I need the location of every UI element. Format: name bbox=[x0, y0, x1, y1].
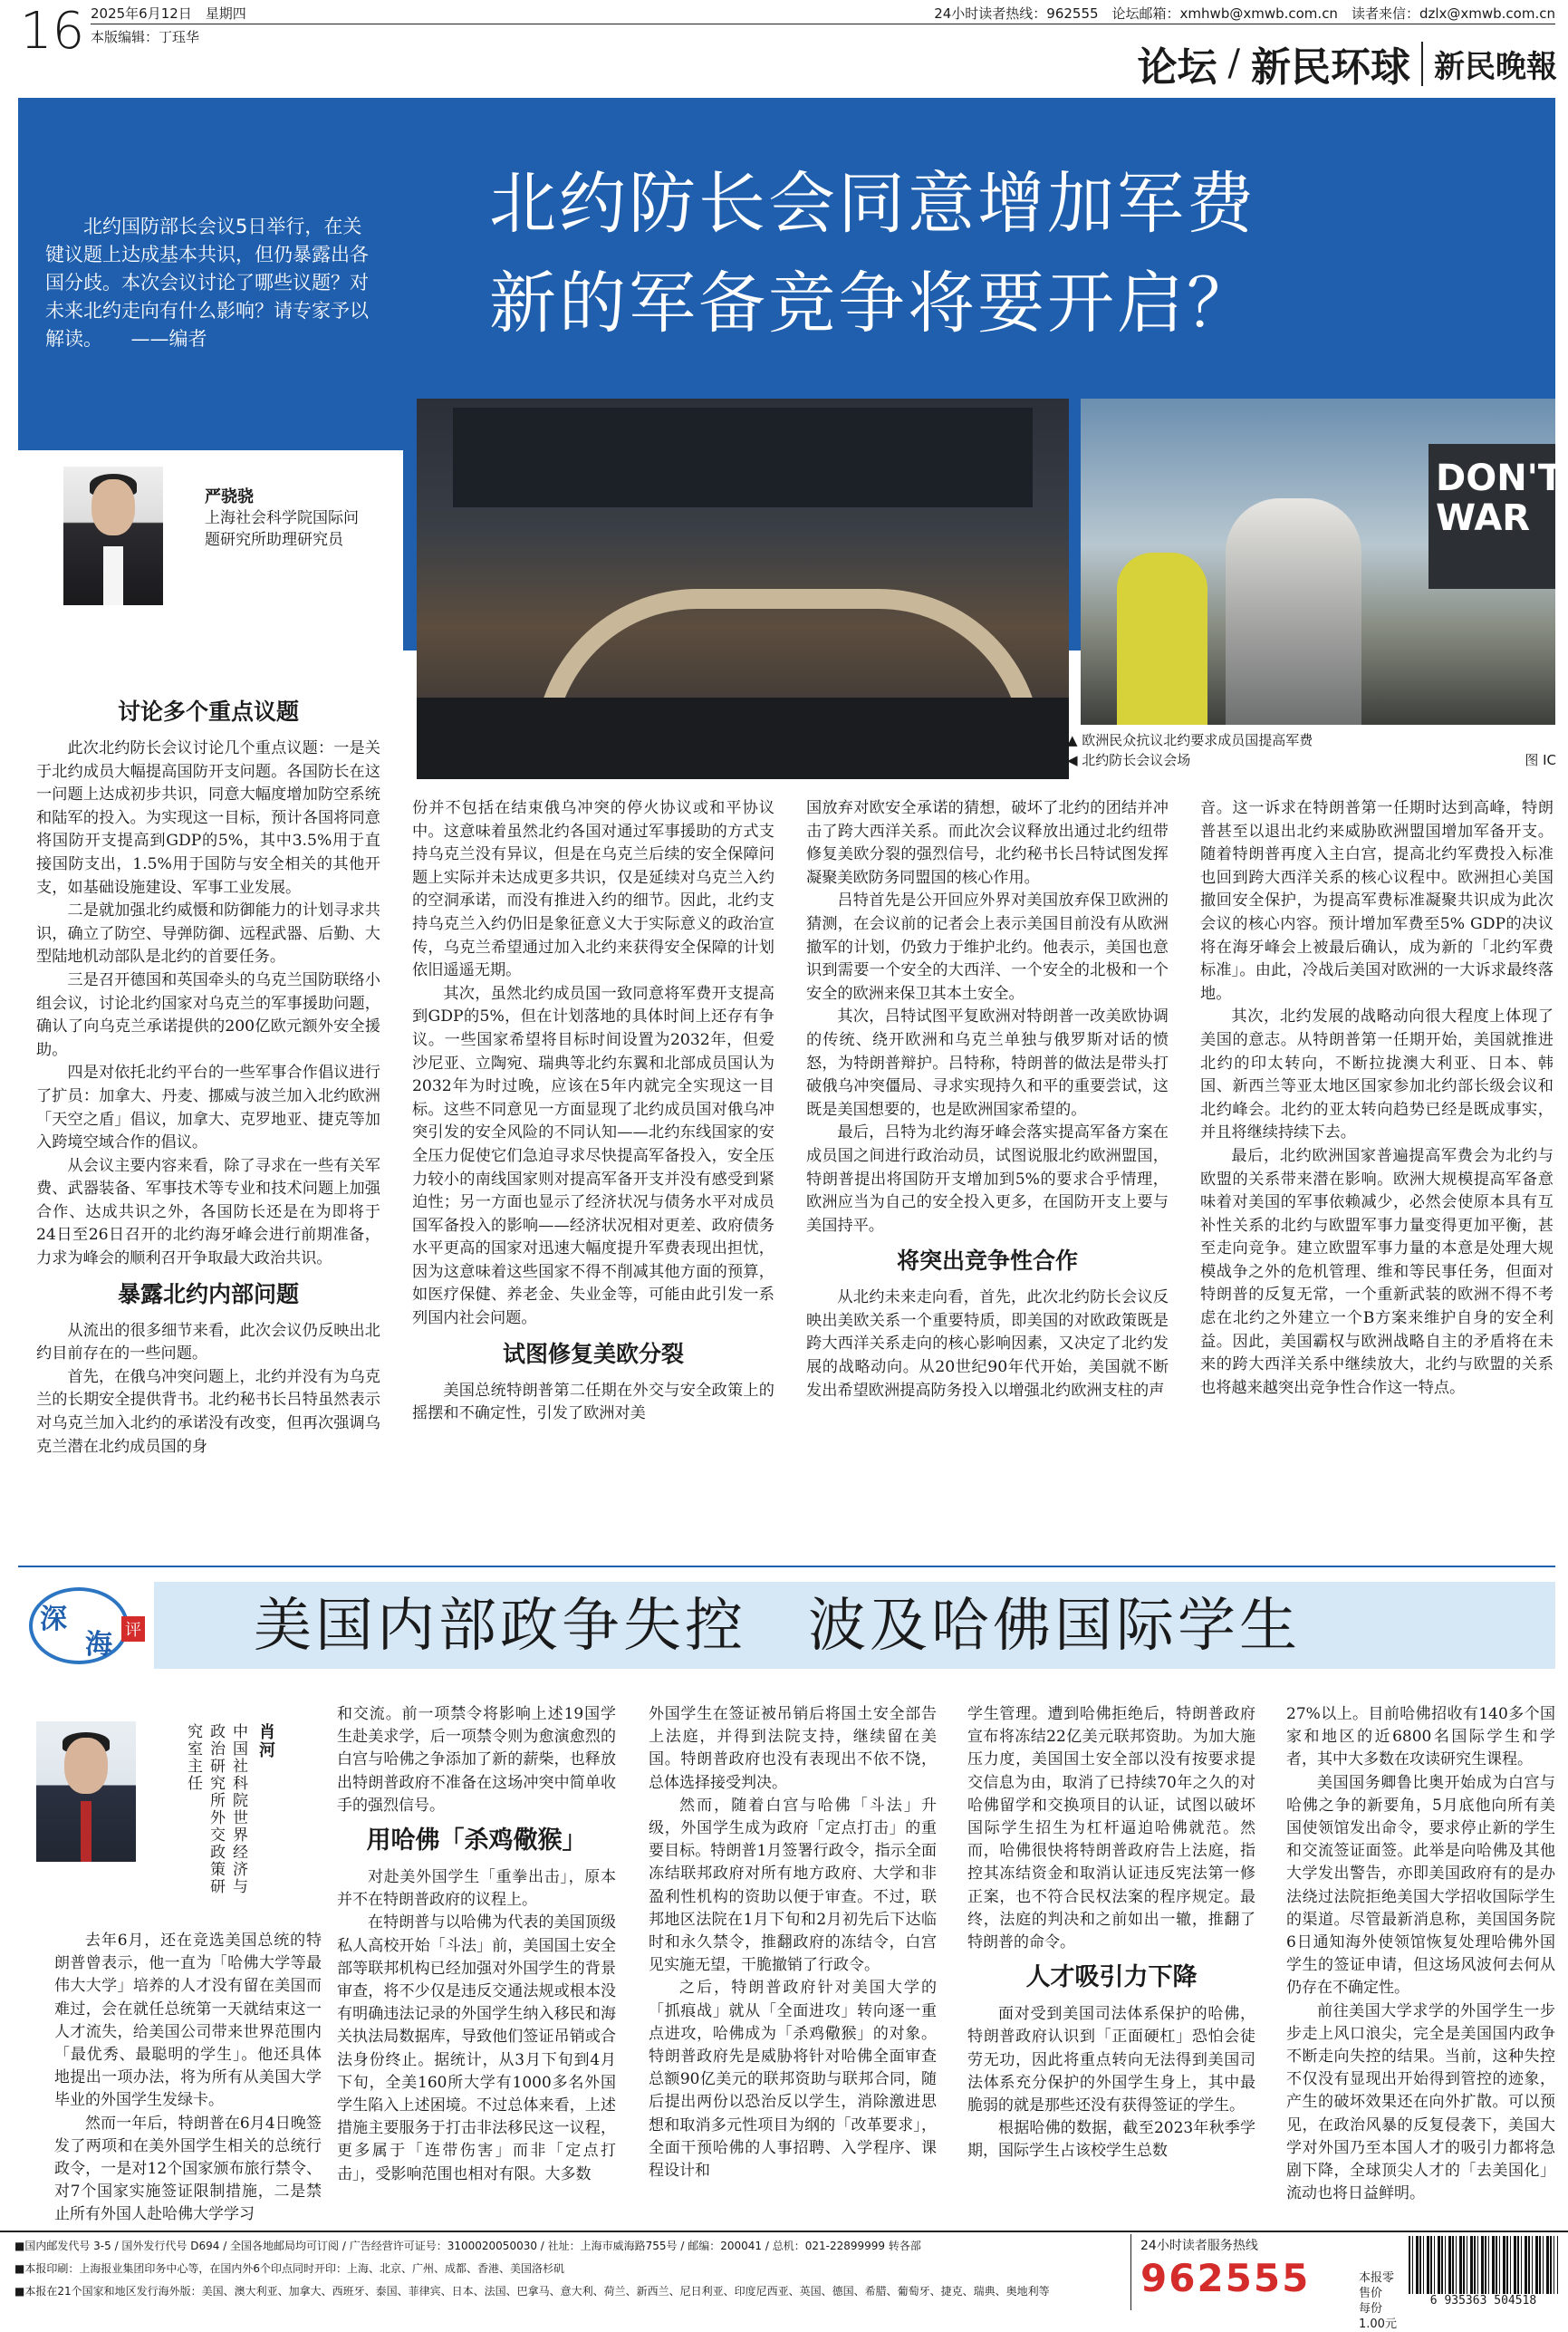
paragraph: 面对受到美国司法体系保护的哈佛，特朗普政府认识到「正面硬杠」恐怕会徒劳无功，因此将重点转向无法得到美国司法体系充分保护的外国学生身上，其中最脆弱的就是那些还没有获得签证的学生。 bbox=[967, 2005, 1255, 2115]
meeting-crowd bbox=[417, 698, 1069, 779]
paragraph: 从北约未来走向看，首先，此次北约防长会议反映出美欧关系一个重要特质，即美国的对欧政策既是跨大西洋关系走向的核心影响因素，又决定了北约发展的战略动向。从20世纪90年代开始，美国就不断发出希望欧洲提高防务投入以增强北约欧洲支柱的声 bbox=[806, 1288, 1169, 1400]
article2-column-3 bbox=[649, 1703, 937, 2183]
column-name: 新民环球 bbox=[1251, 44, 1410, 91]
author-name: 严骁骁 bbox=[205, 487, 254, 506]
editor-line: 本版编辑：丁珏华 bbox=[91, 29, 200, 45]
author-face bbox=[91, 479, 135, 535]
section-title bbox=[1138, 36, 1557, 91]
paper-name: 新民晚報 bbox=[1421, 42, 1557, 86]
logo-char-1: 深 bbox=[40, 1604, 67, 1635]
author-face bbox=[64, 1738, 108, 1794]
barcode bbox=[1409, 2236, 1558, 2310]
author-tie bbox=[81, 1801, 91, 1862]
retail-price bbox=[1359, 2270, 1404, 2332]
article2-column-2 bbox=[337, 1703, 616, 2186]
author-affiliation: 上海社会科学院国际问题研究所助理研究员 bbox=[205, 509, 359, 549]
photo-caption bbox=[1067, 730, 1556, 770]
author-photo bbox=[63, 467, 163, 605]
article1-column-2 bbox=[412, 797, 774, 1426]
paragraph: 然而，随着白宫与哈佛「斗法」升级，外国学生成为政府「定点打击」的重要目标。特朗普1月签署行政令，指示全面冻结联邦政府对所有地方政府、大学和非盈利性机构的资助以便于审查。不过，联邦地区法院在1月下旬和2月初先后下达临时和永久禁令，推翻政府的冻结令，白宫见实施无望，干脆撤销了行政令。 bbox=[649, 1796, 937, 1975]
protester bbox=[1226, 498, 1361, 725]
subheading: 人才吸引力下降 bbox=[1025, 1963, 1198, 1992]
paragraph: 其次，北约发展的战略动向很大程度上体现了美国的意志。从特朗普第一任期开始，美国就推进北约的印太转向，不断拉拢澳大利亚、日本、韩国、新西兰等亚太地区国家参加北约部长级会议和北约峰会。北约的亚太转向趋势已经是既成事实，并且将继续持续下去。 bbox=[1200, 1007, 1554, 1142]
protester-vest bbox=[1117, 553, 1207, 725]
paragraph: 最后，北约欧洲国家普遍提高军费会为北约与欧盟的关系带来潜在影响。欧洲大规模提高军备意味着对美国的军事依赖减少，必然会使原本具有互补性关系的北约与欧盟军事力量变得更加平衡，甚至走向竞争。建立欧盟军事力量的本意是处理大规模战争之外的危机管理、维和等民事任务，但面对特朗普的反复无常，一个重新武装的欧洲不得不考虑在北约之外建立一个B方案来维护自身的安全利益。因此，美国霸权与欧洲战略自主的矛盾将在未来的跨大西洋关系中继续放大，北约与欧盟的关系也将越来越突出竞争性合作这一特点。 bbox=[1200, 1146, 1554, 1397]
section-name: 论坛 bbox=[1137, 44, 1217, 91]
paragraph: 美国总统特朗普第二任期在外交与安全政策上的摇摆和不确定性，引发了欧洲对美 bbox=[412, 1381, 774, 1423]
paragraph: 二是就加强北约威慑和防御能力的计划寻求共识，确立了防空、导弹防御、远程武器、后勤、大型陆地机动部队是北约的首要任务。 bbox=[36, 901, 380, 967]
article2-column-4 bbox=[967, 1703, 1255, 2163]
caption-line-1: ▲ 欧洲民众抗议北约要求成员国提高军费 bbox=[1067, 732, 1313, 748]
article2-headline: 美国内部政争失控 波及哈佛国际学生 bbox=[254, 1593, 1301, 1660]
article2-author-affiliation: 中国社科院世界经济与政治研究所外交政策研究室主任 bbox=[184, 1723, 247, 1895]
article1-headline bbox=[489, 154, 1256, 353]
paragraph: 学生管理。遭到哈佛拒绝后，特朗普政府宣布将冻结22亿美元联邦资助。为加大施压力度，美国国土安全部以没有按要求提交信息为由，取消了已持续70年之久的对哈佛留学和交换项目的认证，试图以破坏国际学生招生为杠杆逼迫哈佛就范。然而，哈佛很快将特朗普政府告上法庭，指控其冻结资金和取消认证违反宪法第一修正案，也不符合民权法案的程序规定。最终，法庭的判决和之前如出一辙，推翻了特朗普的命令。 bbox=[967, 1705, 1255, 1952]
article1-column-3 bbox=[806, 797, 1169, 1402]
article-divider bbox=[18, 1566, 1555, 1567]
author-shirt bbox=[103, 546, 123, 605]
article2-author-name: 肖河 bbox=[256, 1723, 275, 1759]
logo-tag: 评 bbox=[121, 1616, 145, 1642]
paragraph: 对赴美外国学生「重拳出击」，原本并不在特朗普政府的议程上。 bbox=[337, 1868, 616, 1910]
paragraph: 其次，吕特试图平复欧洲对特朗普一改美欧协调的传统、绕开欧洲和乌克兰单独与俄罗斯对话的愤怒，为特朗普辩护。吕特称，特朗普的做法是带头打破俄乌冲突僵局、寻求实现持久和平的重要尝试，这既是美国想要的，也是欧洲国家希望的。 bbox=[806, 1007, 1169, 1119]
hotline-label: 24小时读者服务热线 bbox=[1140, 2239, 1258, 2253]
paragraph: 然而一年后，特朗普在6月4日晚签发了两项和在美外国学生相关的总统行政令，一是对12个国家颁布旅行禁令、对7个国家实施签证限制措施，二是禁止所有外国人赴哈佛大学学习 bbox=[54, 2114, 322, 2224]
article1-column-1 bbox=[36, 689, 380, 1459]
paragraph: 首先，在俄乌冲突问题上，北约并没有为乌克兰的长期安全提供背书。北约秘书长吕特虽然表示对乌克兰加入北约的承诺没有改变，但再次强调乌克兰潜在北约成员国的身 bbox=[36, 1367, 380, 1456]
subheading: 用哈佛「杀鸡儆猴」 bbox=[366, 1826, 587, 1855]
paragraph: 音。这一诉求在特朗普第一任期时达到高峰，特朗普甚至以退出北约来威胁欧洲盟国增加军备开支。随着特朗普再度入主白宫，提高北约军费投入标准也回到跨大西洋关系的核心议程中。欧洲担心美国撤回安全保护，为提高军费标准凝聚共识成为此次会议的核心内容。预计增加军费至5% GDP的决议将在海牙峰会上被最后确认，成为新的「北约军费标准」。由此，冷战后美国对欧洲的一大诉求最终落地。 bbox=[1200, 799, 1554, 1003]
paragraph: 27%以上。目前哈佛招收有140多个国家和地区的近6800名国际学生和学者，其中大多数在攻读研究生课程。 bbox=[1286, 1705, 1555, 1769]
nato-meeting-photo bbox=[417, 399, 1069, 779]
caption-line-2: ◀ 北约防长会议会场 bbox=[1067, 752, 1191, 768]
reader-hotline bbox=[1130, 2234, 1348, 2310]
subheading: 试图修复美欧分裂 bbox=[502, 1340, 684, 1367]
paragraph: 三是召开德国和英国牵头的乌克兰国防联络小组会议，讨论北约国家对乌克兰的军事援助问题，确认了向乌克兰承诺提供的200亿欧元额外安全援助。 bbox=[36, 970, 380, 1059]
page-header bbox=[0, 0, 1568, 95]
paragraph: 在特朗普与以哈佛为代表的美国顶级私人高校开始「斗法」前，美国国土安全部等联邦机构已经加强对外国学生的背景审查，将不少仅是违反交通法规或根本没有明确违法记录的外国学生纳入移民和海关执法局数据库，导致他们签证吊销或合法身份终止。据统计，从3月下旬到4月下旬，全美160所大学有1000多名外国学生陷入上述困境。不过总体来看，上述措施主要服务于打击非法移民这一议程，更多属于「连带伤害」而非「定点打击」，受影响范围也相对有限。大多数 bbox=[337, 1913, 616, 2183]
meeting-screen bbox=[453, 408, 1033, 507]
article2-column-1 bbox=[54, 1930, 322, 2227]
contact-line: 24小时读者热线：962555 论坛邮箱：xmhwb@xmwb.com.cn 读者来信：dzlx@xmwb.com.cn bbox=[934, 5, 1555, 22]
article1-intro: 北约国防部长会议5日举行，在关键议题上达成基本共识，但仍暴露出各国分歧。本次会议讨论了哪些议题？对未来北约走向有什么影响？请专家予以解读。 ——编者 bbox=[45, 216, 369, 350]
headline-line-1: 北约防长会同意增加军费 bbox=[489, 165, 1256, 243]
paragraph: 其次，虽然北约成员国一致同意将军费开支提高到GDP的5%，但在计划落地的具体时间上还存有争议。一些国家希望将目标时间设置为2032年，但爱沙尼亚、立陶宛、瑞典等北约东翼和北部成员国认为2032年为时过晚，应该在5年内就完全实现这一目标。这些不同意见一方面显现了北约成员国对俄乌冲突引发的安全风险的不同认知——北约东线国家的安全压力促使它们急迫寻求尽快提高军备投入，安全压力较小的南线国家则对提高军备开支并没有感受到紧迫性；另一方面也显示了经济状况与债务水平对成员国军备投入的影响——经济状况相对更差、政府债务水平更高的国家对迅速大幅度提升军费表现出担忧，因为这意味着这些国家不得不削减其他方面的预算，如医疗保健、养老金、失业金等，可能由此引发一系列国内社会问题。 bbox=[412, 984, 774, 1328]
paragraph: 从会议主要内容来看，除了寻求在一些有关军费、武器装备、军事技术等专业和技术问题上加强合作、达成共识之外，各国防长还是在为即将于24日至26日召开的北约海牙峰会进行前期准备，力求为峰会的顺利召开争取最大政治共识。 bbox=[36, 1156, 380, 1268]
paragraph: 和交流。前一项禁令将影响上述19国学生赴美求学，后一项禁令则为愈演愈烈的白宫与哈佛之争添加了新的薪柴，也释放出特朗普政府不准备在这场冲突中简单收手的强烈信号。 bbox=[337, 1705, 616, 1815]
paragraph: 份并不包括在结束俄乌冲突的停火协议或和平协议中。这意味着虽然北约各国对通过军事援助的方式支持乌克兰没有异议，但是在乌克兰后续的安全保障问题上实际并未达成更多共识，仅是延续对乌克兰入约的空洞承诺，而没有推进入约的细节。因此，北约支持乌克兰入约仍旧是象征意义大于实际意义的政治宣传，乌克兰希望通过加入北约来获得安全保障的计划依旧遥遥无期。 bbox=[412, 799, 774, 980]
photo-credit: 图 IC bbox=[1525, 752, 1556, 768]
protest-sign: DON'T WAR bbox=[1429, 444, 1555, 589]
paragraph: 去年6月，还在竞选美国总统的特朗普曾表示，他一直为「哈佛大学等最伟大大学」培养的人才没有留在美国而难过，会在就任总统第一天就结束这一人才流失，给美国公司带来世界范围内「最优秀、最聪明的学生」。他还具体地提出一项办法，将为所有从美国大学毕业的外国学生发绿卡。 bbox=[54, 1932, 322, 2110]
section-separator: / bbox=[1227, 43, 1240, 84]
paragraph: 此次北约防长会议讨论几个重点议题：一是关于北约成员大幅提高国防开支问题。各国防长在这一问题上达成初步共识，同意大幅度增加防空系统和陆军的投入。为实现这一目标，预计各国将同意将国防开支提高到GDP的5%，其中3.5%用于直接国防支出，1.5%用于国防与安全相关的其他开支，如基础设施建设、军事工业发展。 bbox=[36, 739, 380, 897]
date-line: 2025年6月12日 星期四 bbox=[91, 5, 246, 22]
logo-char-2: 海 bbox=[85, 1629, 112, 1661]
article2-column-5 bbox=[1286, 1703, 1555, 2205]
paragraph: 美国国务卿鲁比奥开始成为白宫与哈佛之争的新要角，5月底他向所有美国使领馆发出命令，要求停止新的学生和交流签证面签。此举是向哈佛及其他大学发出警告，亦即美国政府有的是办法绕过法院拒绝美国大学招收国际学生的渠道。尽管最新消息称，美国国务院6日通知海外使领馆恢复处理哈佛外国学生的签证申请，但这场风波何去何从仍存在不确定性。 bbox=[1286, 1773, 1555, 1998]
barcode-bars bbox=[1409, 2236, 1558, 2294]
price-label: 本报零售价 bbox=[1359, 2271, 1395, 2300]
paragraph: 国放弃对欧安全承诺的猜想，破坏了北约的团结并冲击了跨大西洋关系。而此次会议释放出通过北约纽带修复美欧分裂的强烈信号，北约秘书长吕特试图发挥凝聚美欧防务同盟国的核心作用。 bbox=[806, 799, 1169, 887]
paragraph: 从流出的很多细节来看，此次会议仍反映出北约目前存在的一些问题。 bbox=[36, 1321, 380, 1364]
footer-publication-info: ■国内邮发代号 3-5 / 国外发行代号 D694 / 全国各地邮局均可订阅 / 广告经营许可证号：3100020050030 / 社址：上海市威海路755号 / 邮编：200041 / 总机：021-22899999 转各部 bbox=[14, 2240, 921, 2252]
paragraph: 之后，特朗普政府针对美国大学的「抓痕战」就从「全面进攻」转向逐一重点进攻，哈佛成为「杀鸡儆猴」的对象。特朗普政府先是威胁将针对哈佛全面审查总额90亿美元的联邦资助与联邦合同，随后提出两份以恐治反以学生，消除激进思想和取消多元性项目为纲的「改革要求」，全面干预哈佛的人事招聘、入学程序、课程设计和 bbox=[649, 1979, 937, 2181]
article2-author-photo bbox=[36, 1721, 136, 1862]
price-value: 每份 1.00元 bbox=[1359, 2302, 1397, 2331]
page-number: 16 bbox=[20, 2, 85, 61]
paragraph: 四是对依托北约平台的一些军事合作倡议进行了扩员：加拿大、丹麦、挪威与波兰加入北约欧洲「天空之盾」倡议，加拿大、克罗地亚、捷克等加入跨境空域合作的倡议。 bbox=[36, 1064, 380, 1152]
deep-sea-commentary-logo bbox=[20, 1580, 156, 1671]
subheading: 暴露北约内部问题 bbox=[117, 1280, 299, 1307]
footer-printing-info: ■本报印刷：上海报业集团印务中心等，在国内外6个印点同时开印：上海、北京、广州、成都、香港、美国洛杉矶 bbox=[14, 2262, 564, 2275]
paragraph: 外国学生在签证被吊销后将国土安全部告上法庭，并得到法院支持，继续留在美国。特朗普政府也没有表现出不依不饶，总体选择接受判决。 bbox=[649, 1705, 937, 1792]
article1-column-4 bbox=[1200, 797, 1554, 1400]
subheading: 讨论多个重点议题 bbox=[117, 699, 299, 725]
protest-photo bbox=[1081, 399, 1563, 725]
paragraph: 最后，吕特为北约海牙峰会落实提高军备方案在成员国之间进行政治动员，试图说服北约欧洲盟国，特朗普提出将国防开支增加到5%的要求合乎情理，欧洲应当为自己的安全投入更多，在国防开支上要与美国持平。 bbox=[806, 1123, 1169, 1235]
hotline-number: 962555 bbox=[1140, 2256, 1311, 2300]
headline-line-2: 新的军备竞争将要开启？ bbox=[489, 265, 1256, 342]
barcode-digits: 6 935363 504518 bbox=[1429, 2294, 1537, 2308]
paragraph: 前往美国大学求学的外国学生一步步走上风口浪尖，完全是美国国内政争不断走向失控的结果。当前，这种失控不仅没有显现出开始得到管控的迹象，产生的破坏效果还在向外扩散。可以预见，在政治风暴的反复侵袭下，美国大学对外国乃至本国人才的吸引力都将急剧下降，全球顶尖人才的「去美国化」流动也将日益鲜明。 bbox=[1286, 2001, 1555, 2203]
paragraph: 根据哈佛的数据，截至2023年秋季学期，国际学生占该校学生总数 bbox=[967, 2119, 1255, 2161]
subheading: 将突出竞争性合作 bbox=[896, 1248, 1078, 1275]
paragraph: 吕特首先是公开回应外界对美国放弃保卫欧洲的猜测，在会议前的记者会上表示美国目前没有从欧洲撤军的计划，仍致力于维护北约。他表示，美国也意识到需要一个安全的大西洋、一个安全的北极和一个安全的欧洲来保卫其本土安全。 bbox=[806, 891, 1169, 1003]
footer-overseas-editions: ■本报在21个国家和地区发行海外版：美国、澳大利亚、加拿大、西班牙、泰国、菲律宾、日本、法国、巴拿马、意大利、荷兰、新西兰、尼日利亚、印度尼西亚、英国、德国、希腊、葡萄牙、捷克、瑞典、奥地利等 bbox=[14, 2285, 1050, 2298]
